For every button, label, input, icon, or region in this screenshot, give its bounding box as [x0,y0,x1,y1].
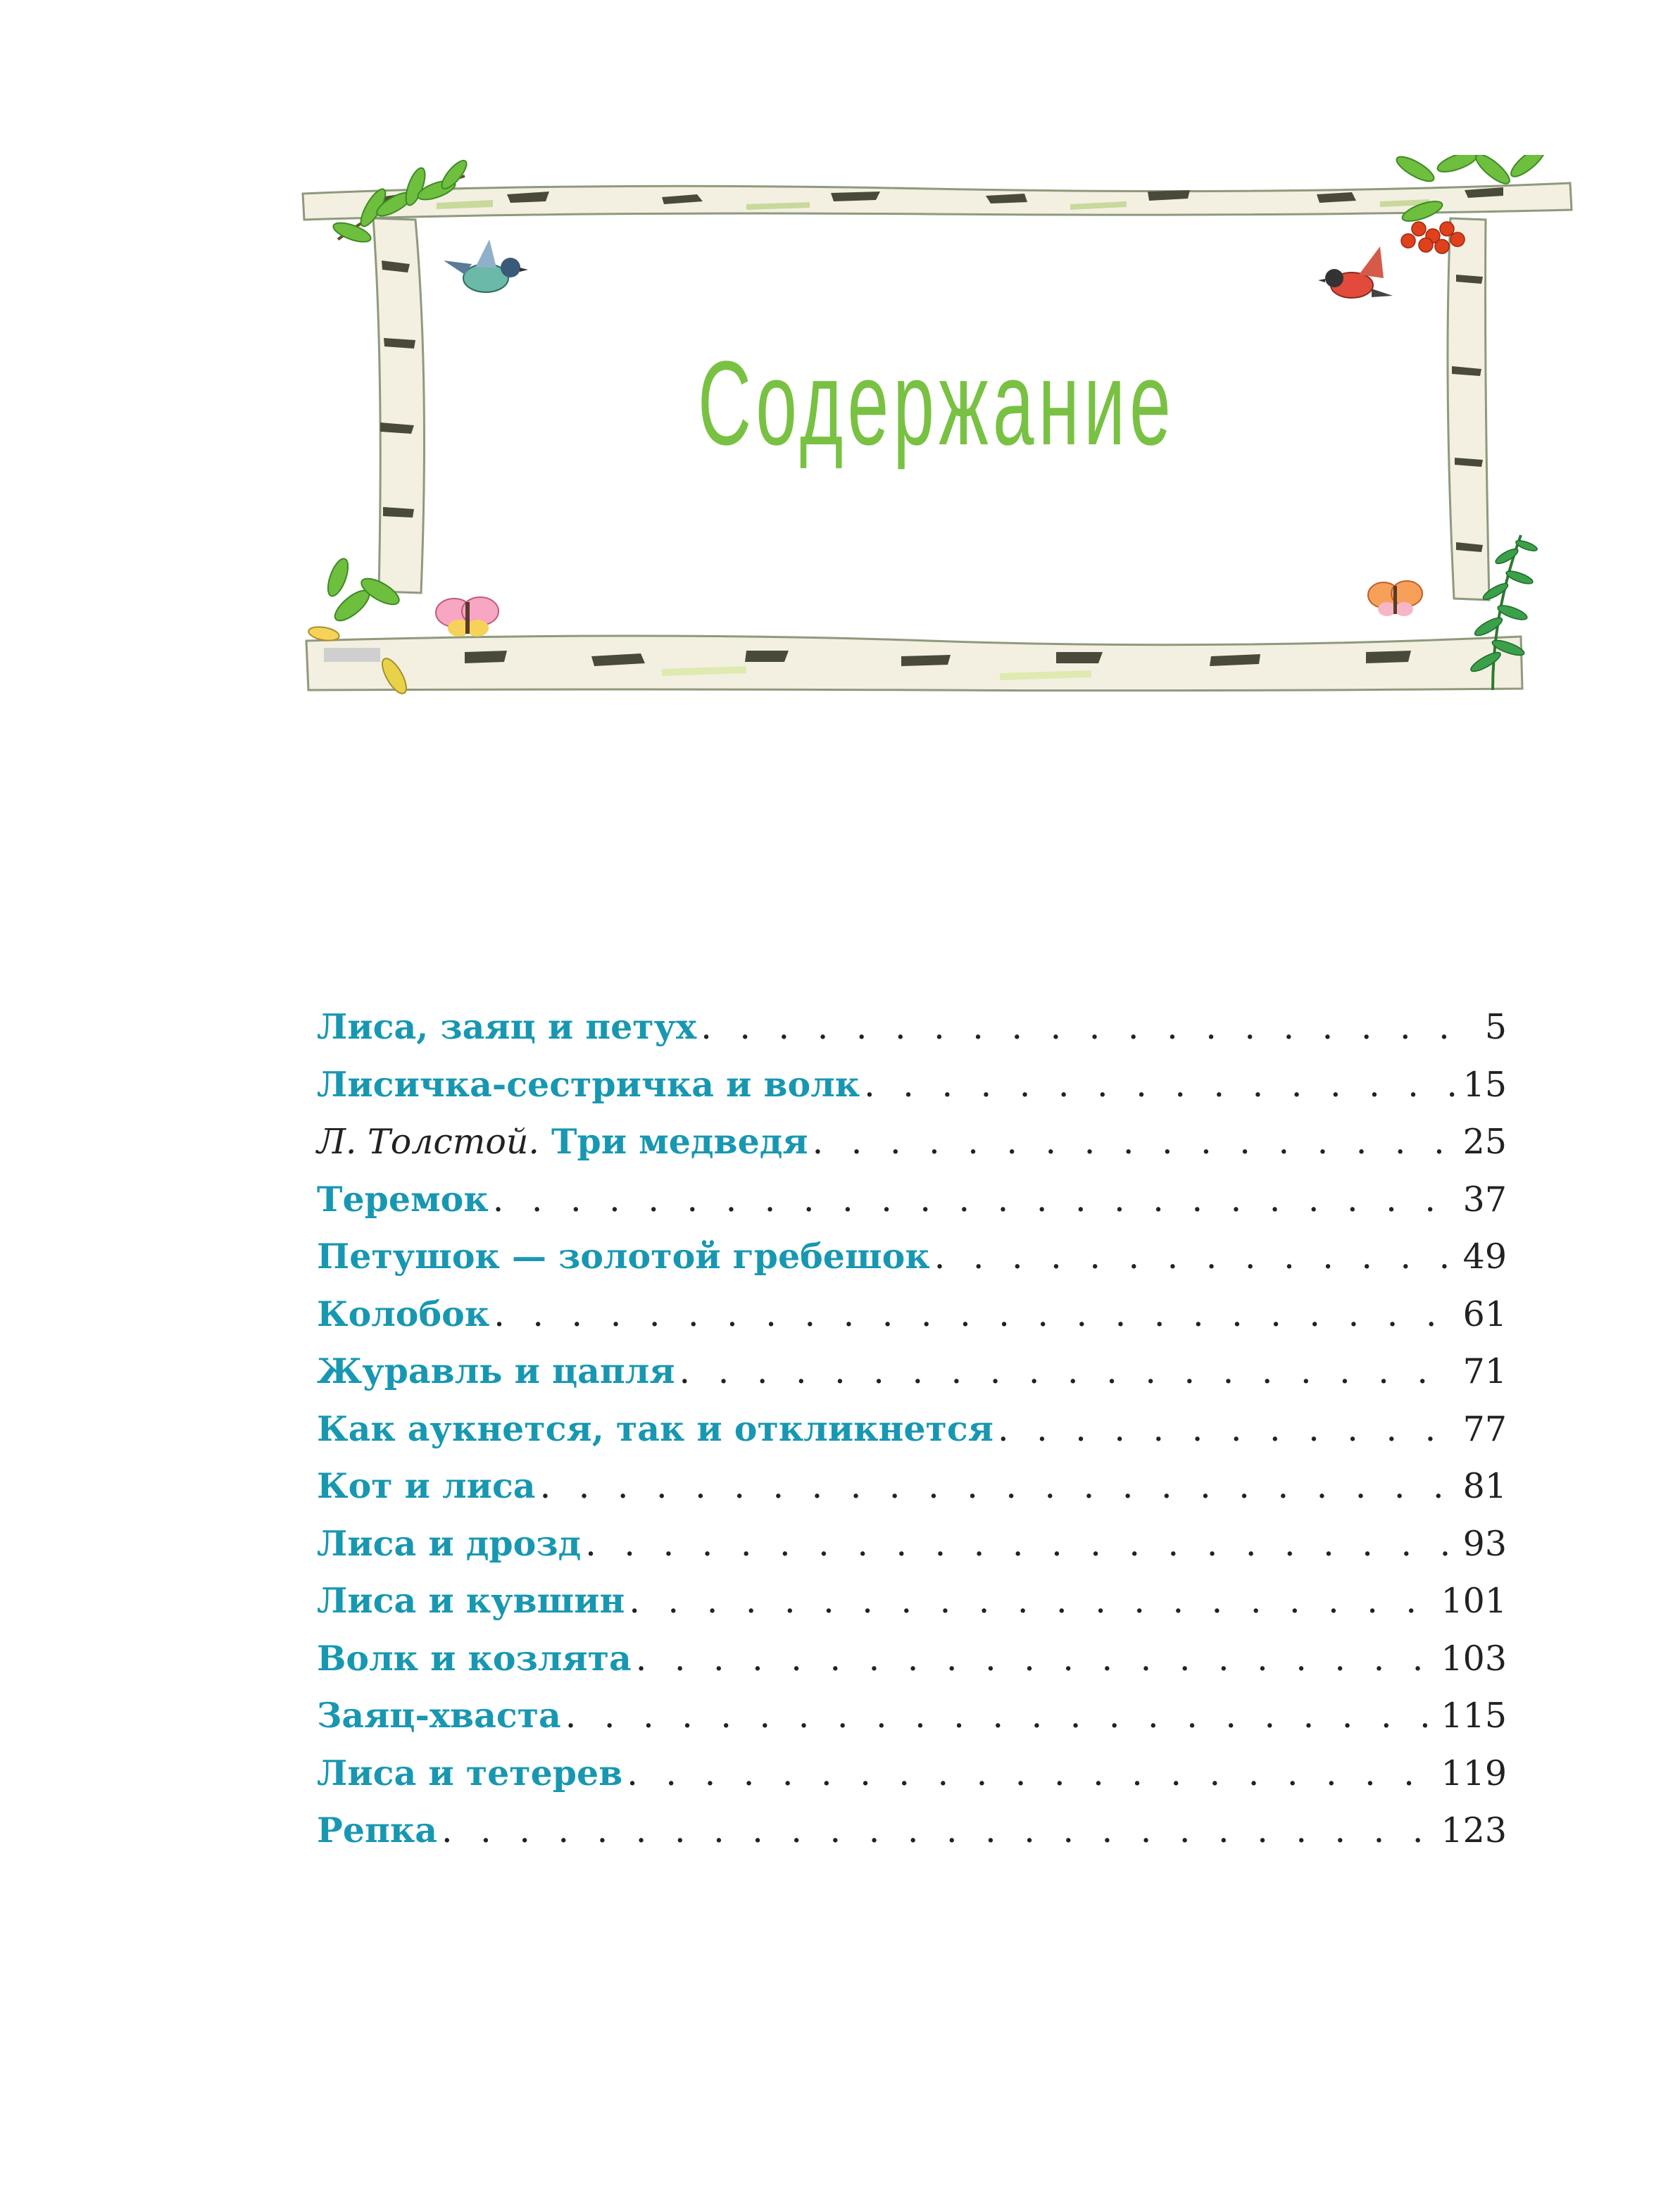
dot-leader [701,998,1481,1056]
toc-entry-page-number: 25 [1462,1122,1507,1162]
dot-leader [636,1630,1437,1688]
toc-entry[interactable] [317,1802,1507,1860]
toc-entry[interactable] [317,1056,1507,1114]
toc-entry-title: Колобок [317,1293,490,1334]
right-birch-log [1448,218,1489,600]
toc-entry-title: Лиса и тетерев [317,1752,623,1793]
dot-leader [813,1113,1459,1171]
toc-entry-page-number: 61 [1462,1294,1507,1334]
bird-left [444,239,528,292]
toc-entry-page-number: 15 [1462,1064,1507,1105]
dot-leader [629,1572,1436,1630]
toc-entry-author: Л. Толстой. [317,1122,539,1162]
toc-entry[interactable] [317,1687,1507,1745]
toc-entry-label [317,1515,581,1573]
toc-entry-label [317,1113,808,1171]
toc-entry-label [317,1056,860,1114]
toc-entry-title: Как аукнется, так и откликнется [317,1408,993,1449]
left-birch-log [373,218,425,593]
dot-leader [585,1515,1458,1573]
toc-entry-label [317,1802,437,1860]
dot-leader [493,1171,1459,1229]
toc-entry-label [317,1401,993,1458]
toc-entry-page-number: 5 [1484,1007,1507,1047]
toc-entry-label [317,1171,489,1229]
toc-entry-label [317,1687,561,1745]
top-birch-log [303,183,1572,220]
toc-entry-title: Кот и лиса [317,1465,536,1506]
toc-entry-page-number: 115 [1441,1696,1507,1736]
toc-entry-title: Заяц-хваста [317,1695,561,1736]
dot-leader [864,1056,1459,1114]
butterfly-right [1368,581,1422,616]
toc-entry-label [317,1458,536,1515]
toc-entry-page-number: 93 [1462,1523,1507,1564]
toc-entry[interactable] [317,998,1507,1056]
toc-entry[interactable] [317,1572,1507,1630]
toc-entry-page-number: 119 [1441,1753,1507,1793]
toc-entry-label [317,1572,625,1630]
toc-entry[interactable] [317,1286,1507,1344]
toc-entry-label [317,1286,489,1344]
toc-entry-title: Три медведя [551,1121,808,1162]
bird-right [1318,246,1393,298]
toc-entry[interactable] [317,1343,1507,1401]
toc-entry-page-number: 101 [1441,1581,1507,1621]
toc-entry-page-number: 71 [1462,1351,1507,1391]
toc-entry[interactable] [317,1171,1507,1229]
dot-leader [565,1687,1437,1745]
toc-entry-title: Теремок [317,1178,489,1220]
toc-entry-title: Репка [317,1810,438,1851]
page-title: Содержание [698,337,1175,470]
toc-entry[interactable] [317,1458,1507,1515]
toc-entry-page-number: 77 [1462,1408,1507,1449]
toc-entry-title: Лиса и дрозд [317,1522,582,1564]
dot-leader [679,1343,1459,1401]
title-frame [296,155,1577,718]
toc-entry-label [317,998,696,1056]
toc-entry[interactable] [317,1515,1507,1573]
dot-leader [494,1286,1458,1344]
toc-entry-label [317,1745,622,1803]
dot-leader [627,1745,1436,1803]
toc-entry-label [317,1228,930,1286]
toc-entry[interactable] [317,1228,1507,1286]
butterfly-left [436,597,499,637]
toc-entry-title: Волк и козлята [317,1637,632,1679]
toc-entry-page-number: 81 [1462,1466,1507,1506]
toc-entry[interactable] [317,1630,1507,1688]
toc-entry-title: Петушок — золотой гребешок [317,1236,930,1277]
table-of-contents [317,998,1507,1860]
toc-entry-title: Лиса, заяц и петух [317,1006,697,1047]
toc-entry-title: Лисичка-сестричка и волк [317,1063,860,1105]
dot-leader [934,1228,1459,1286]
toc-entry-label [317,1343,675,1401]
toc-entry-page-number: 123 [1441,1810,1507,1851]
toc-entry-page-number: 37 [1462,1179,1507,1220]
toc-entry[interactable] [317,1113,1507,1171]
bottom-birch-log [306,636,1522,691]
toc-entry[interactable] [317,1745,1507,1803]
toc-entry-title: Лиса и кувшин [317,1580,625,1621]
toc-entry[interactable] [317,1401,1507,1458]
toc-entry-label [317,1630,632,1688]
dot-leader [998,1401,1459,1458]
dot-leader [441,1802,1436,1860]
dot-leader [540,1458,1459,1515]
toc-entry-title: Журавль и цапля [317,1351,675,1391]
toc-entry-page-number: 49 [1462,1236,1507,1277]
toc-entry-page-number: 103 [1441,1638,1507,1679]
